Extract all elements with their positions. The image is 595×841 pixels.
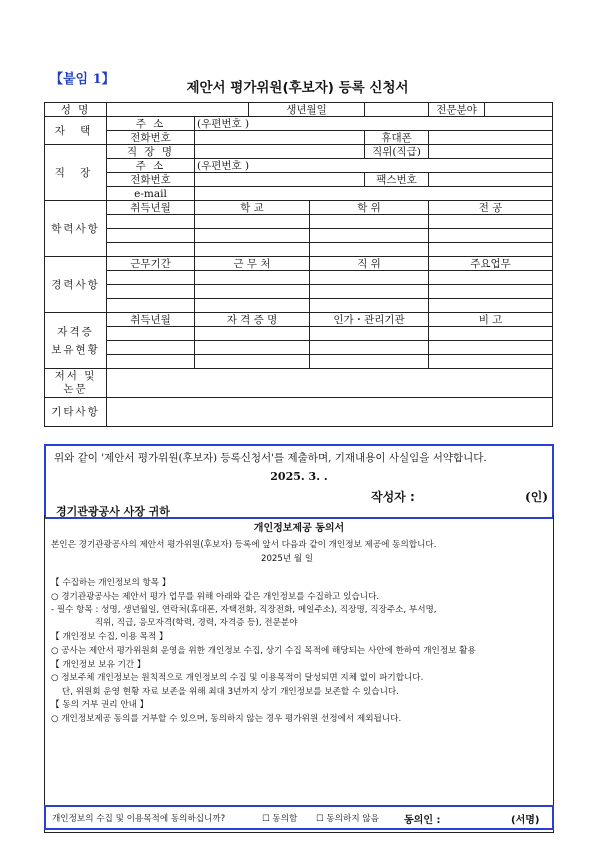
mobile-label: 휴대폰: [365, 131, 429, 145]
career-cell[interactable]: [107, 271, 195, 285]
privacy-line: 직위, 직급, 응모자격(학력, 경력, 자격증 등), 전문분야: [51, 618, 298, 628]
company-label: 직 장 명: [107, 145, 195, 159]
cert-cell[interactable]: [107, 341, 195, 355]
career-cell[interactable]: [310, 271, 429, 285]
pledge-recipient: 경기관광공사 사장 귀하: [56, 505, 170, 518]
cert-header-issuer: 인가・관리기관: [310, 313, 429, 327]
cert-cell[interactable]: [310, 327, 429, 341]
birth-field[interactable]: [365, 103, 429, 117]
home-label: 자 택: [45, 117, 107, 145]
field-field[interactable]: [485, 103, 553, 117]
edu-cell[interactable]: [195, 215, 310, 229]
privacy-line: ○ 경기관광공사는 제안서 평가 업무를 위해 아래와 같은 개인정보를 수집하고 있습니다.: [51, 592, 380, 602]
cert-cell[interactable]: [195, 355, 310, 369]
privacy-line: 【 개인정보 보유 기간 】: [51, 660, 146, 670]
cert-cell[interactable]: [107, 327, 195, 341]
publication-label-line2: 논문: [63, 383, 88, 395]
education-label: 학력사항: [45, 201, 107, 257]
consent-box: [44, 805, 554, 830]
other-label: 기타사항: [45, 398, 107, 427]
edu-cell[interactable]: [310, 243, 429, 257]
certificate-label: [45, 313, 107, 369]
edu-cell[interactable]: [195, 229, 310, 243]
edu-cell[interactable]: [107, 243, 195, 257]
privacy-line: 【 수집하는 개인정보의 항목 】: [51, 578, 171, 588]
pledge-writer-label: 작성자 :: [371, 490, 415, 504]
edu-cell[interactable]: [429, 215, 553, 229]
career-cell[interactable]: [429, 285, 553, 299]
privacy-line: 【 동의 거부 권리 안내 】: [51, 700, 149, 710]
privacy-line: ○ 정보주체 개인정보는 원칙적으로 개인정보의 수집 및 이용목적이 달성되면 지체 없이 파기합니다.: [51, 673, 424, 683]
privacy-title: 개인정보제공 동의서: [253, 523, 345, 534]
edu-header-school: 학 교: [195, 201, 310, 215]
cert-cell[interactable]: [429, 355, 553, 369]
edu-header-date: 취득년월: [107, 201, 195, 215]
edu-cell[interactable]: [195, 243, 310, 257]
fax-field[interactable]: [429, 173, 553, 187]
privacy-line: ○ 공사는 제안서 평가위원회 운영을 위한 개인정보 수집, 상기 수집 목적에 해당되는 사안에 한하여 개인정보 활용: [51, 646, 476, 656]
work-phone-field[interactable]: [195, 173, 365, 187]
publication-label: [45, 369, 107, 398]
career-cell[interactable]: [107, 299, 195, 313]
cert-cell[interactable]: [429, 341, 553, 355]
home-address-field[interactable]: [195, 117, 553, 131]
consent-signer-label: 동의인 :: [404, 815, 441, 826]
cert-cell[interactable]: [310, 355, 429, 369]
field-label: 전문분야: [429, 103, 485, 117]
pledge-box: [44, 444, 554, 519]
publication-field[interactable]: [107, 369, 553, 398]
edu-cell[interactable]: [107, 215, 195, 229]
cert-header-date: 취득년월: [107, 313, 195, 327]
career-cell[interactable]: [310, 285, 429, 299]
cert-header-note: 비 고: [429, 313, 553, 327]
career-cell[interactable]: [195, 299, 310, 313]
home-address-label: 주 소: [107, 117, 195, 131]
consent-question: 개인정보의 수집 및 이용목적에 동의하십니까?: [52, 814, 226, 824]
career-cell[interactable]: [195, 271, 310, 285]
edu-cell[interactable]: [429, 229, 553, 243]
consent-agree-checkbox[interactable]: ☐ 동의함: [262, 814, 298, 824]
privacy-line: 단, 위원회 운영 현황 자료 보존을 위해 최대 3년까지 상기 개인정보를 보존할 수 있습니다.: [51, 687, 399, 697]
mobile-field[interactable]: [429, 131, 553, 145]
privacy-line: 【 개인정보 수집, 이용 목적 】: [51, 632, 168, 642]
application-form-table: [44, 102, 553, 427]
home-phone-field[interactable]: [195, 131, 365, 145]
career-header-workplace: 근 무 처: [195, 257, 310, 271]
career-cell[interactable]: [429, 299, 553, 313]
career-header-position: 직 위: [310, 257, 429, 271]
career-header-duties: 주요업무: [429, 257, 553, 271]
position-field[interactable]: [429, 145, 553, 159]
company-field[interactable]: [195, 145, 365, 159]
privacy-date: 2025년 월 일: [261, 554, 314, 564]
career-label: 경력사항: [45, 257, 107, 313]
other-field[interactable]: [107, 398, 553, 427]
work-address-field[interactable]: [195, 159, 553, 173]
privacy-line: - 필수 항목 : 성명, 생년월일, 연락처(휴대폰, 자택전화, 직장전화, 메일주소), 직장명, 직장주소, 부서명,: [51, 605, 437, 615]
fax-label: 팩스번호: [365, 173, 429, 187]
privacy-line: ○ 개인정보제공 동의를 거부할 수 있으며, 동의하지 않는 경우 평가위원 선정에서 제외됩니다.: [51, 714, 402, 724]
career-cell[interactable]: [310, 299, 429, 313]
work-address-label: 주 소: [107, 159, 195, 173]
cert-cell[interactable]: [195, 327, 310, 341]
privacy-intro: 본인은 경기관광공사의 제안서 평가위원(후보자) 등록에 앞서 다음과 같이 개인정보 제공에 동의합니다.: [51, 540, 437, 550]
consent-disagree-checkbox[interactable]: ☐ 동의하지 않음: [316, 814, 379, 824]
consent-sign: (서명): [511, 815, 540, 826]
cert-cell[interactable]: [429, 327, 553, 341]
email-field[interactable]: [195, 187, 553, 201]
edu-cell[interactable]: [107, 229, 195, 243]
position-label: 직위(직급): [365, 145, 429, 159]
work-label: 직 장: [45, 145, 107, 201]
career-cell[interactable]: [107, 285, 195, 299]
edu-header-major: 전 공: [429, 201, 553, 215]
privacy-consent-section: [44, 515, 554, 833]
career-header-period: 근무기간: [107, 257, 195, 271]
certificate-label-line1: 자격증: [57, 325, 94, 338]
home-phone-label: 전화번호: [107, 131, 195, 145]
edu-header-degree: 학 위: [310, 201, 429, 215]
work-zipcode: (우편번호 ): [197, 159, 250, 172]
publication-label-line1: 저서 및: [54, 370, 97, 382]
email-label: e-mail: [107, 187, 195, 201]
pledge-date: 2025. 3. .: [270, 470, 328, 483]
attachment-label: 【붙임 1】: [50, 72, 115, 87]
certificate-label-line2: 보유현황: [51, 343, 100, 356]
cert-header-name: 자 격 증 명: [195, 313, 310, 327]
edu-cell[interactable]: [310, 229, 429, 243]
edu-cell[interactable]: [310, 215, 429, 229]
pledge-seal: (인): [525, 490, 548, 504]
cert-cell[interactable]: [195, 341, 310, 355]
edu-cell[interactable]: [429, 243, 553, 257]
career-cell[interactable]: [195, 285, 310, 299]
career-cell[interactable]: [429, 271, 553, 285]
form-title: 제안서 평가위원(후보자) 등록 신청서: [186, 80, 409, 96]
birth-label: 생년월일: [249, 103, 365, 117]
name-label: 성 명: [45, 103, 107, 117]
pledge-statement: 위와 같이 '제안서 평가위원(후보자) 등록신청서'를 제출하며, 기재내용이 사실임을 서약합니다.: [54, 452, 487, 464]
cert-cell[interactable]: [310, 341, 429, 355]
work-phone-label: 전화번호: [107, 173, 195, 187]
cert-cell[interactable]: [107, 355, 195, 369]
name-field[interactable]: [107, 103, 249, 117]
home-zipcode: (우편번호 ): [197, 117, 250, 130]
